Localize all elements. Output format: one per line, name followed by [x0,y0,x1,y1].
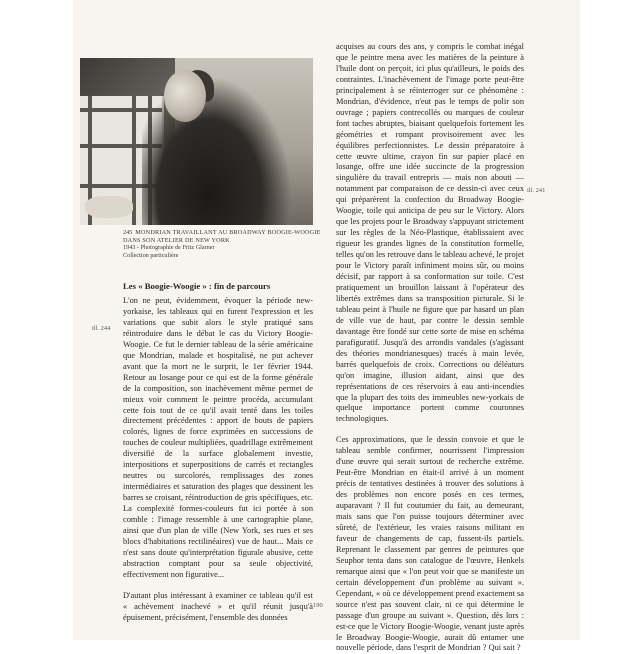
margin-reference-right: ill. 241 [527,187,546,194]
left-text-column [123,296,313,624]
figure-collection: Collection particulière [123,251,179,259]
paragraph: acquises au cours des ans, y compris le combat inégal que le peintre mena avec les matières de la peinture à l'huile dont on perçoit, ici plus qu'ailleurs, le poids des contraintes. L'inachèvement de l'image porte peut-être principalement à se réinterroger sur ce phénomène : Mondrian, d'évidence, n'eut pas le temps de polir son ouvrage ; papiers contrecollés ou marques de couleur font taches abruptes, biaisant quelquefois fortement les géométries et rompant provisoirement avec les équilibres perfectionnistes. Le dessin préparatoire à cette œuvre ultime, crayon fin sur papier placé en losange, offre une idée succincte de la progression singulière du travail entrepris — mais non abouti — notamment par comparaison de ce dessin-ci avec ceux qui préparèrent la confection du Broadway Boogie-Woogie, toile qui anticipa de peu sur le Victory. Alors que les projets pour le Broadway s'appuyant strictement sur les règles de la Néo-Plastique, établissaient avec rigueur les grandes lignes de la constitution formelle, telles qu'on les retrouve dans le tableau achevé, le projet pour le Victory paraît infiniment moins sûr, ou moins décisif, par rapport à sa conformation sur toile. C'est pratiquement un brouillon laissant à l'opérateur des libertés extrêmes dans sa transposition picturale. Si le tableau peint à l'huile ne figure que par hasard un plan de ville vue de haut, par contre le dessin semble davantage être fondé sur cette sorte de mise en schéma parafiguratif. Jusqu'à des arrondis vandales (s'agissant des théories mondrianesques) tracés à main levée, barrés quelquefois de croix. Corrections ou déléaturs qu'on imagine, illusion aidant, ainsi que des représentations de ces réservoirs à eau anti-incendies que la plupart des toits des immeubles new-yorkais de quelque importance portent comme couronnes technologiques. [336,42,524,424]
paragraph: Ces approximations, que le dessin convoie et que le tableau semble confirmer, nourrissent l'impression d'une œuvre qui serait surtout de recherche extrême. Peut-être Mondrian en était-il arrivé à un moment précis de tentatives destinées à trouver des solutions à des problèmes non encore posés en ces termes, auparavant ? Il fut coutumier du fait, au demeurant, mais sans que l'on puisse toujours déterminer avec sûreté, de l'extérieur, les vraies raisons militant en faveur de changements de cap, fussent-ils partiels. Reprenant le classement par genres de peintures que Seuphor tenta dans son catalogue de l'œuvre, Henkels remarque ainsi que « l'on peut voir que se manifeste un certain développement d'un problème au suivant ». Cependant, « où ce développement prend exactement sa source n'est pas souvent clair, ni ce qui détermine le passage d'un groupe au suivant ». Question, dès lors : est-ce que le Victory Boogie-Woogie, venant juste après le Broadway Boogie-Woogie, aurait dû entamer une nouvelle période, dans l'esprit de Mondrian ? Qui sait ? [336,435,524,653]
figure-head [164,70,206,122]
figure-credit: 1943 - Photographie de Fritz Glarner [123,244,215,252]
section-heading: Les « Boogie-Woogie » : fin de parcours [123,281,271,291]
paragraph: D'autant plus intéressant à examiner ce tableau qu'il est « achèvement inachevé » et qu'il réunit jusqu'à épuisement, précisément, l'ensemble des données [123,590,313,622]
page-number: 190 [313,602,323,609]
figure-number: 245 [123,229,133,236]
figure-title: MONDRIAN TRAVAILLANT AU BROADWAY BOOGIE-WOOGIE DANS SON ATELIER DE NEW YORK [123,229,321,244]
right-text-column [336,42,524,654]
photograph-mondrian-at-work [80,58,313,225]
paragraph: L'on ne peut, évidemment, évoquer la période new-yorkaise, les tableaux qui en furent l'expression et les variations que subit alors le style pratiqué sans réintroduire dans le débat le cas du Victory Boogie-Woogie. Ce fut le dernier tableau de la série américaine que Mondrian, malade et hospitalisé, ne put achever avant que la mort ne le surprit, le 1er février 1944. Retour au losange pour ce qui est de la forme générale de la composition, son inachèvement même permet de mieux voir comment le peintre procéda, accumulant cette fois tout de ce qu'il avait tenté dans les toiles directement précédentes : apport de bouts de papiers colorés, lignes de force exprimées en successions de touches de couleur multipliées, quadrillage extrêmement diversifié de la surface globalement investie, interpositions et superpositions de carrés et rectangles neutres ou surcolorés, remplissages des zones intermédiaires et saturation des plages que dessinent les barres se croisant, réintroduction de gris spécifiques, etc. La complexité formes-couleurs fut ici portée à son comble : l'image ressemble à une cartographie plane, ainsi que d'un plan de ville (New York, ses rues et ses blocs d'habitations rectilinéaires) vue de haut... Mais ce n'est sans doute qu'interprétation figurale abusive, cette abstraction comptant pour sa seule objectivité, effectivement non figurative... [123,296,313,579]
figure-hand [85,196,133,218]
figure-caption [123,229,323,259]
margin-reference-left: ill. 244 [92,325,111,332]
